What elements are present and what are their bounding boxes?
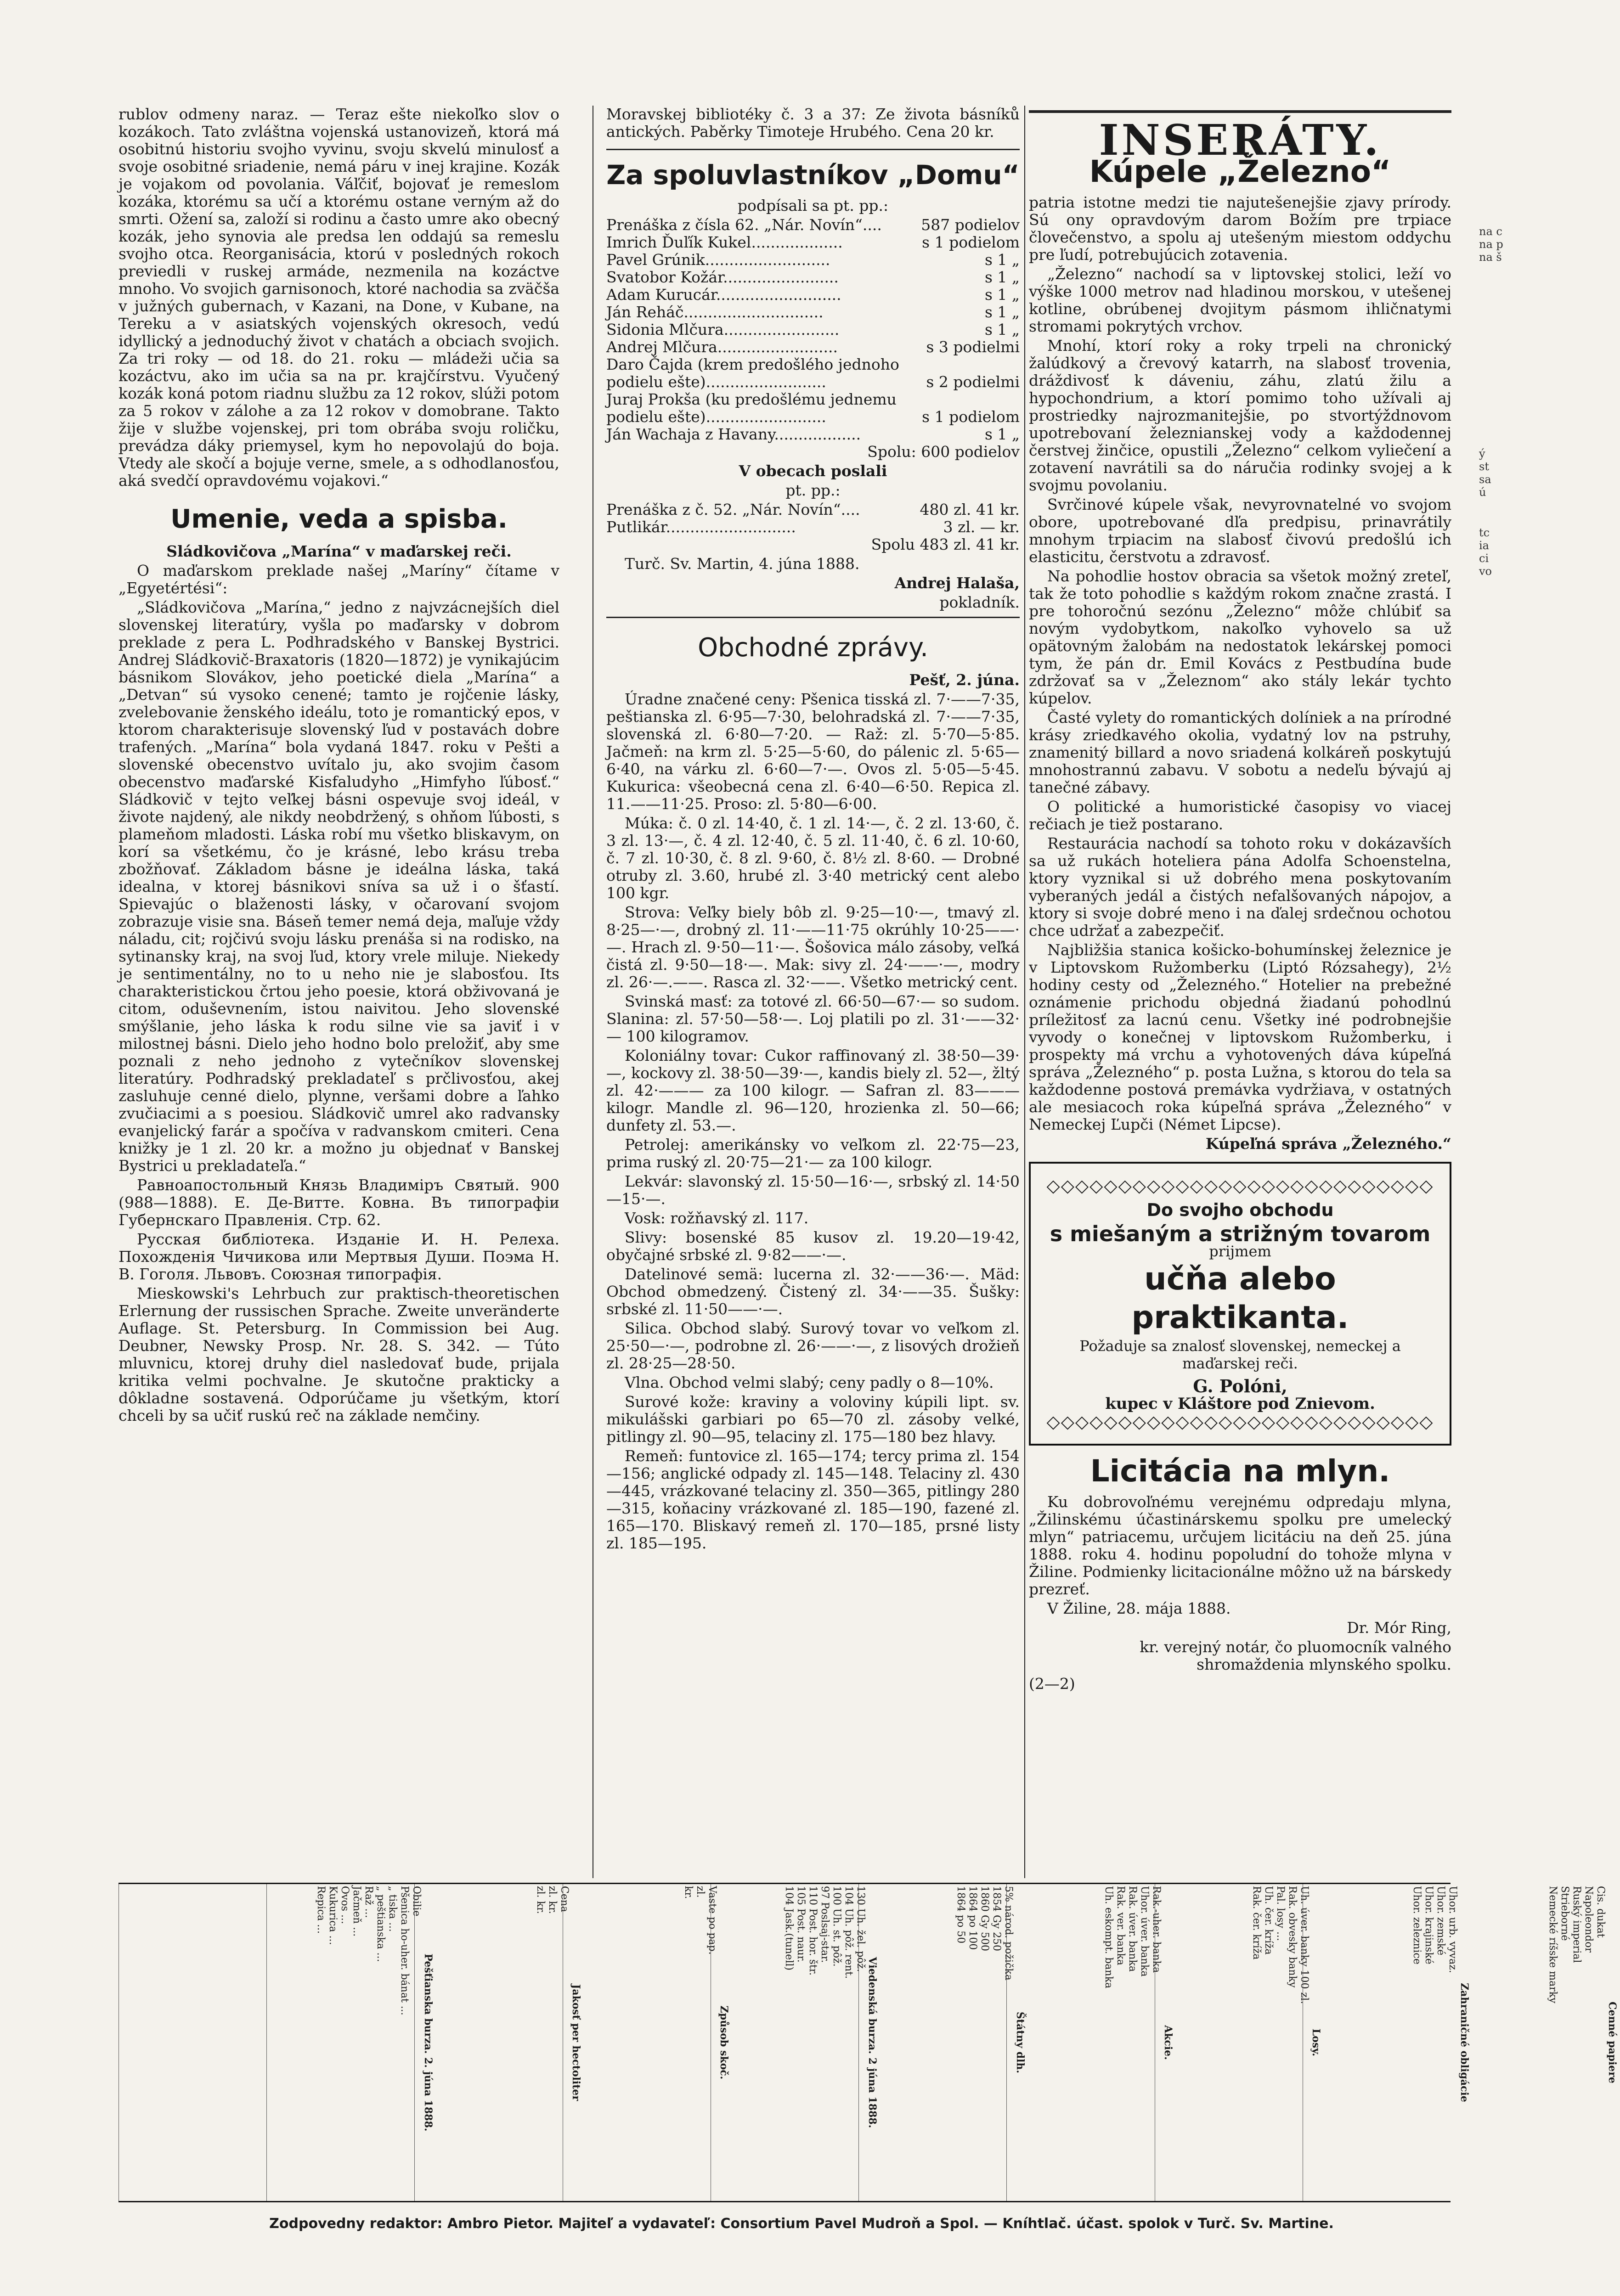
- market-column: Akcie. Rak.-uher. banka Uhor. úver. banka Rak. úver. banka Rak. ver. banka Uh. eskompt. banka: [858, 1884, 1006, 2201]
- kupele-signature: Kúpeľná správa „Železného.“: [1205, 1135, 1451, 1153]
- marina-body: „Sládkovičova „Marína,“ jedno z najvzácnejších diel slovenskej literatúry, vyšla po maďarsky v dobrom preklade z pera L. Podhradského v Banskej Bystrici. Andrej Sládkovič-Braxatoris (1820—1872) je vynikajúcim básnikom Slovákov, jeho poetické diela „Marína“ a „Detvan“ sú vysoko cenené; tamto je rojčenie lásky, zvelebovanie ženského ideálu, toto je romantický epos, v ktorom charakterisuje slovenský ľud v postavách dobre trafených. „Marína“ bola vydaná 1847. roku v Pešti a slovenské obecenstvo uvítalo ju, ako svojim časom obecenstvo maďarské Kisfaludyho „Himfyho ľúbosť.“ Sládkovič v tejto veľkej básni ospevuje svoj ideál, v živote najdený, ale nikdy neobdržený, s ohňom ľúbosti, s plameňom mladosti. Láska robí mu všetko bliskavym, on korí sa všetkému, čo je krásné, lebo krásu treba zbožňovať. Základom básne je ideálna láska, taká idealna, v ktorej básnikovi sníva sa už i o šťastí. Spievajúc o blaženosti lásky, v očarovaní svojom zobrazuje visie sna. Báseň temer nemá deja, maľuje vždy náladu, cit; rojčivú svoju lásku prenáša si na rodisko, na sytinansky kraj, na svoj ľud, ktory vrele miluje. Niekedy je sentimentálny, no to u neho nie je slabosťou. Its charakteristickou črtou jeho poesie, ktorá obživovaná je citom, oduševnením, istou naivitou. Jeho slovenské smýšlanie, jeho láska k rodu silne vie sa javiť i v milostnej básni. Dielo jeho hodno bolo preložiť, aby sme poznali z neho jednoho z vytečníkov slovenskej literatúry. Podhradský prekladateľ s prčlivosťou, akej zasluhuje cenné dielo, plynne, veršami dobre a ľahko zvučiacimi a s poesiou. Sládkovič umrel ako radvansky evanjelický farár a spočíva v radvanskom cmiteri. Cena knižky je 1 zl. 20 kr. a možno ju objednať v Banskej Bystrici u prekladateľa.“: [119, 598, 559, 1175]
- list-item: Prenáška z čísla 62. „Nár. Novín“.... 587 podielov: [606, 216, 1020, 234]
- market-report: Múka: č. 0 zl. 14·40, č. 1 zl. 14·—, č. 2 zl. 13·60, č. 3 zl. 13·—, č. 4 zl. 12·40, č. 5 zl. 11·40, č. 6 zl. 10·60, č. 7 zl. 10·30, č. 8 zl. 9·60, č. 8½ zl. 8·60. — Drobné otruby zl. 3.60, hrubé zl. 3·40 metrický cent alebo 100 kgr.: [606, 814, 1020, 902]
- domu-subtitle: podpísali sa pt. pp.:: [737, 197, 889, 214]
- domu-list: [606, 216, 1020, 443]
- market-report: Silica. Obchod slabý. Surový tovar vo veľkom zl. 25·50—·—, podrobne zl. 26·——·—, z lisových drožieň zl. 28·25—28·50.: [606, 1319, 1020, 1372]
- ad-line: s miešaným a strižným tovarom: [1050, 1221, 1431, 1246]
- place-date: Turč. Sv. Martin, 4. júna 1888.: [625, 555, 860, 573]
- kupele-paragraph: Časté vylety do romantických dolíniek a na prírodné krásy zriedkavého okolia, vydatný lov na pstruhy, znamenitý billard a novo sriadená kolkáreň poskytujú mnohostrannú zabavu. V sobotu a nedeľu bývajú aj tanečné zábavy.: [1029, 709, 1451, 796]
- kupele-paragraph: Restaurácia nachodí sa tohoto roku v dokázavších sa už rukách hoteliera pána Adolfa Schoenstelna, ktory vyznikal si už dobrého mena poskytovaním vyberaných jedál a čistých nefalšovaných nápojov, a ktory si svoje dobré meno i na ďalej srdečnou ochotou chce udržať a zabezpečiť.: [1029, 834, 1451, 940]
- list-item: Pavel Grúnik.......................... s 1 „: [606, 251, 1020, 269]
- market-tables: [119, 1883, 1618, 2202]
- ad-line: Do svojho obchodu: [1146, 1200, 1334, 1220]
- section-title-umenie: Umenie, veda a spisba.: [170, 504, 508, 534]
- column-left: [119, 106, 559, 1878]
- market-column: Pešťianska burza. 2. júna 1888. Obilie Pšenica ho-uher. bánat ... „ tiska ... „ peštianska ... Raž ... Jačmeň ... Ovos ... Kukurica ... Repica ...: [119, 1884, 266, 2201]
- list-item: Daro Čajda (krem predošlého jednoho: [606, 355, 899, 373]
- book-russian-2: Русская библіотека. Изданіе И. Н. Релеха. Похожденія Чичикова или Мертвыя Души. Поэма Н. В. Гоголя. Львовъ. Союзная типографія.: [119, 1230, 559, 1283]
- imprint-footer: Zodpovedny redaktor: Ambro Pietor. Majiteľ a vydavateľ: Consortium Pavel Mudroň a Spol. — Kníhtlač. účast. spolok v Turč. Sv. Martine.: [269, 2216, 1334, 2232]
- kupele-paragraph: Mnohí, ktorí roky a roky trpeli na chronický žalúdkový a črevový katarrh, na slabosť trovenia, dráždivosť k dáveniu, záhu, zlatú žilu a hypochondrium, a ktorí pomimo toho užívali aj prostriedky najrozmanitejšie, po stvortýždnovom upotrebovaní železnianskej vody a každodennej čerstvej žinčice, opustili „Železno“ celkom vyliečení a zotavení navrátili sa do náručia rodinky svojej a k svojmu povolaniu.: [1029, 337, 1451, 494]
- divider: [606, 149, 1020, 150]
- list-item: Ján Wachaja z Havany.................. s 1 „: [606, 425, 1020, 443]
- list-item: Prenáška z č. 52. „Nár. Novín“.... 480 zl. 41 kr.: [606, 501, 1020, 518]
- list-item: Svatobor Kožár........................ s 1 „: [606, 268, 1020, 286]
- signer: Andrej Halaša,: [894, 574, 1020, 592]
- book-lehrbuch: Mieskowski's Lehrbuch zur praktisch-theoretischen Erlernung der russischen Sprache. Zweite unveränderte Auflage. St. Petersburg. In Commission bei Aug. Deubner, Newsky Prosp. Nr. 28. S. 342. — Túto mluvnicu, ktorej druhy diel nasledovať bude, prijala kritika velmi pochvalne. Je skutočne prakticky a dôkladne sostavená. Odporúčame ju všetkým, ktorí chceli by sa učiť ruskú reč na základe nemčiny.: [119, 1284, 559, 1424]
- market-column: Zahraničné obligácie Uhor. urb. vyvaz. Uhor. zemské Uhor. krajinské Uhor. zeleznice: [1155, 1884, 1303, 2201]
- licitacia-role: kr. verejný notár, čo pluomocník valného shromaždenia mlynského spolku.: [1140, 1638, 1451, 1673]
- kupele-paragraph: O politické a humoristické časopisy vo viacej rečiach je tiež postarano.: [1029, 798, 1451, 833]
- kupele-paragraph: Na pohodlie hostov obracia sa všetok možný zreteľ, tak že toto pohodlie s každým rokom značne zrastá. I pre tohoročnú sezónu „Železno“ môže chlúbiť sa novým vydobytkom, nakoľko vyhovelo sa už opätovným žalobám na nedostatok lekárskej pomoci tym, že pán dr. Emil Kovács z Pestbudína bude zdržovať sa v „Železnom“ ako stály lekár tychto kúpelov.: [1029, 567, 1451, 707]
- poslali-subtitle: pt. pp.:: [785, 481, 841, 499]
- poslali-title: V obecach poslali: [739, 462, 887, 480]
- kupele-title: Kúpele „Železno“: [1089, 154, 1391, 189]
- kupele-paragraph: Najbližšia stanica košicko-bohumínskej železnice je v Liptovskom Ružomberku (Liptó Rózsahegy), 2½ hodiny cesty od „Železného.“ Hotelier na prebežné oznámenie prichodu objedná žiadanú pohodlnú príležitosť za lacnú cenu. Všetky iné podrobnejšie vyvody o konečnej v liptovskom Ružomberku, i prospekty má vrchu a vyhotovených dáva kúpeľná správa „Železného“ p. posta Lužna, s ktorou do tela sa každodenne postová premávka vydržiava, v ostatných ale mesiacoch roka kúpeľná správa „Železného“ v Nemeckej Ľupči (Német Lipcse).: [1029, 941, 1451, 1133]
- section-title-obchodne: Obchodné zprávy.: [698, 633, 928, 663]
- licitacia-body: Ku dobrovoľnému verejnému odpredaju mlyna, „Žilinskému účastinárskemu spolku pre umelecký mlyn“ patriacemu, určujem licitáciu na deň 25. júna 1888. roku 4. hodinu popoludní do tohože mlyna v Žiline. Podmienky licitacionálne môžno už na bárskedy prezreť.: [1029, 1493, 1451, 1598]
- licitacia-title: Licitácia na mlyn.: [1090, 1453, 1390, 1489]
- obchodne-date: Pešť, 2. júna.: [909, 671, 1020, 689]
- market-report: Svinská masť: za totové zl. 66·50—67·— so sudom. Slanina: zl. 57·50—58·—. Loj platili po zl. 31·——32·— 100 kilogramov.: [606, 992, 1020, 1045]
- marina-heading: Sládkovičova „Marína“ v maďarskej reči.: [166, 542, 512, 560]
- kupele-paragraph: Svrčinové kúpele však, nevyrovnatelné vo svojom obore, upotrebované dľa predpisu, prinavrátily mnohym trpiacim na slabosť čivovú predošlú ich elasticitu, čerstvotu a zdravosť.: [1029, 495, 1451, 566]
- list-item: Juraj Prokša (ku predošlému jednemu: [606, 390, 897, 408]
- list-item: Andrej Mlčura......................... s 3 podielmi: [606, 338, 1020, 356]
- kupele-paragraph: „Železno“ nachodí sa v liptovskej stolici, leží vo výške 1000 metrov nad hladinou morskou, v utešenej kotline, obrúbenej dvojitym pásmom ihličnatymi stromami pokrytých vrchov.: [1029, 265, 1451, 335]
- list-item: podielu ešte)......................... s 1 podielom: [606, 408, 1020, 426]
- ornament-border: ◇◇◇◇◇◇◇◇◇◇◇◇◇◇◇◇◇◇◇◇◇◇◇◇◇◇◇: [1046, 1412, 1434, 1432]
- moravska-notice: Moravskej bibliotéky č. 3 a 37: Ze života básníků antických. Paběrky Timoteje Hrubého. Cena 20 kr.: [606, 105, 1020, 141]
- list-item: Ján Reháč............................. s 1 „: [606, 303, 1020, 321]
- market-column: Losy. Uh. úver. banky 100 zl. Rak. obvesky banky Pal. losy ... Uh. čer. kríža Rak. čer. kríža: [1006, 1884, 1154, 2201]
- poslali-total: Spolu 483 zl. 41 kr.: [871, 535, 1020, 553]
- market-column: Způsob skoč. Vaste po pap. zl. kr.: [414, 1884, 562, 2201]
- market-report: Lekvár: slavonský zl. 15·50—16·—, srbský zl. 14·50—15·—.: [606, 1172, 1020, 1208]
- ornament-border: ◇◇◇◇◇◇◇◇◇◇◇◇◇◇◇◇◇◇◇◇◇◇◇◇◇◇◇: [1046, 1176, 1434, 1196]
- marina-lead: O maďarskom preklade našej „Maríny“ čítame v „Egyetértési“:: [119, 562, 559, 597]
- poslali-list: [606, 501, 1020, 536]
- list-item: Sidonia Mlčura........................ s 1 „: [606, 321, 1020, 338]
- article-kozaci: rublov odmeny naraz. — Teraz ešte niekoľko slov o kozákoch. Tato zvláštna vojenská ustanovizeň, ktorá má osobitnú historiu svojho vyvinu, svoju skvelú minulosť a svoje osobitné sriadenie, nemá páru v inej krajine. Kozák je vojakom od povolania. Váľčiť, bojovať je remeslom kozáka, ktorému sa učí a ktorému ostane verným až do smrti. Ožení sa, založí si rodinu a často umre ako obecný kozák, jeho synovia ale predsa len oddajú sa remeslu svojho otca. Reorganisácia, ktorú v posledných rokoch previedli v ruskej armáde, nezmenila na kozáctve mnoho. Vo svojich garnisonoch, ktoré nachodia sa zväčša v južných gubernach, v Kazani, na Done, v Kubane, na Tereku a v asiatských vojenských okresoch, vedú idyllický a jednoduchý život v chatách a obciach svojich. Za tri roky — od 18. do 21. roku — mládeži učia sa kozáctvu, ako im učia sa na pr. krajčírstvu. Vyučený kozák koná potom riadnu službu za 12 rokov, slúži potom za 5 rokov v zálohe a za 12 rokov v domobrane. Takto žije v službe vojenskej, pri tom obrába svoju roličku, prevádza dáky priemysel, kym ho nepovolajú do boja. Vtedy ale skočí a bojuje verne, smele, a s odhodlanosťou, aká svedčí opravdovému vojakovi.“: [119, 105, 559, 490]
- signer-role: pokladník.: [939, 593, 1020, 611]
- col-divider-2: [1024, 106, 1025, 1878]
- ad-line: Požaduje sa znalosť slovenskej, nemeckej a maďarskej reči.: [1079, 1337, 1401, 1372]
- divider: [1029, 110, 1451, 113]
- market-column: Cenné papiere Cis. dukat Napoleondor Ruský imperial Strieborné Nemecké ríšske marky: [1303, 1884, 1451, 2201]
- market-report: Vlna. Obchod velmi slabý; ceny padly o 8—10%.: [625, 1373, 994, 1391]
- market-report: Strova: Veľky biely bôb zl. 9·25—10·—, tmavý zl. 8·25—·—, drobný zl. 11·——11·75 okrúhly 10·25——·—. Hrach zl. 9·50—11·—. Šošovica málo zásoby, veľká čistá zl. 9·50—18·—. Mak: sivy zl. 24·——·—, modry zl. 26·—.——. Rasca zl. 32·——. Všetko metrický cent.: [606, 903, 1020, 991]
- market-report: Petrolej: amerikánsky vo veľkom zl. 22·75—23, prima ruský zl. 20·75—21·— za 100 kilogr.: [606, 1136, 1020, 1171]
- list-item: podielu ešte)......................... s 2 podielmi: [606, 373, 1020, 391]
- licitacia-signer: Dr. Mór Ring,: [1347, 1619, 1451, 1637]
- domu-total: Spolu: 600 podielov: [867, 443, 1020, 461]
- market-report: Surové kože: kraviny a voloviny kúpili lipt. sv. mikulášski garbiari po 65—70 zl. zásoby velké, pitlingy zl. 90—95, telaciny zl. 175—180 bez hlavy.: [606, 1393, 1020, 1446]
- divider: [606, 617, 1020, 618]
- licitacia-date: V Žiline, 28. mája 1888.: [1047, 1599, 1231, 1617]
- market-report: Datelinové semä: lucerna zl. 32·——36·—. Mäd: Obchod obmedzený. Čistený zl. 34·——35. Šušky: srbské zl. 11·50——·—.: [606, 1265, 1020, 1318]
- adjacent-page-edge: na c na p na š ý st sa ú tc ia ci vo: [1479, 225, 1503, 578]
- ad-line: učňa alebo praktikanta.: [1131, 1261, 1349, 1336]
- ad-line: kupec v Kláštore pod Znievom.: [1105, 1395, 1375, 1413]
- ad-line: prijmem: [1209, 1243, 1271, 1260]
- market-report: Úradne značené ceny: Pšenica tisská zl. 7·——7·35, peštianska zl. 6·95—7·30, belohradská zl. 7·——7·35, slovenská zl. 6·80—7·20. — Raž: zl. 5·70—5·85. Jačmeň: na krm zl. 5·25—5·60, do pálenic zl. 5·65—6·40, na várku zl. 6·60—7·—. Ovos zl. 5·05—5·45. Kukurica: všeobecná cena zl. 6·40—6·50. Repica zl. 11.——11·25. Proso: zl. 5·80—6·00.: [606, 690, 1020, 813]
- market-report: Remeň: funtovice zl. 165—174; tercy prima zl. 154—156; anglické odpady zl. 145—148. Telaciny zl. 430—445, vrázkované telaciny zl. 350—365, pitlingy 280—315, koňaciny vrázkované zl. 185—190, fazené zl. 165—170. Bliskavý remeň zl. 170—185, prsné listy zl. 185—195.: [606, 1447, 1020, 1552]
- list-item: Putlikár........................... 3 zl. — kr.: [606, 518, 1020, 536]
- kupele-paragraph: patria istotne medzi tie najutešenejšie zjavy prírody. Sú ony opravdovým darom Božím pre trpiace človečenstvo, a spolu aj utešeným miestom oddychu pre ľudí, potrebujúcich zotavenia.: [1029, 193, 1451, 264]
- inserate-title: INSERÁTY.: [1099, 115, 1382, 165]
- column-middle: [606, 106, 1020, 1961]
- list-item: Imrich Ďuľík Kukel................... s 1 podielom: [606, 233, 1020, 251]
- book-russian-1: Равноапостольный Князь Владиміръ Святый. 900 (988—1888). Е. Де-Витте. Ковна. Въ типографіи Губернскаго Правленія. Стр. 62.: [119, 1176, 559, 1229]
- licitacia-number: (2—2): [1029, 1675, 1075, 1693]
- market-report: Vosk: rožňavský zl. 117.: [625, 1209, 809, 1227]
- market-report: Slivy: bosenské 85 kusov zl. 19.20—19·42, obyčajné srbské zl. 9·82——·—.: [606, 1228, 1020, 1264]
- market-report: Koloniálny tovar: Cukor raffinovaný zl. 38·50—39·—, kockovy zl. 38·50—39·—, kandis biely zl. 52—, žltý zl. 42·——— za 100 kilogr. — Safran zl. 83——— kilogr. Mandle zl. 96—120, hrozienka zl. 50—66; dunfety zl. 53.—.: [606, 1047, 1020, 1134]
- domu-title: Za spoluvlastníkov „Domu“: [606, 159, 1020, 191]
- column-right: [1029, 106, 1451, 1860]
- ad-line: G. Polóni,: [1193, 1376, 1287, 1396]
- market-column: Viedenská burza. 2 júna 1888. 130 Uh. žel. pôž. 104 Uh. pôž. rent. 100 Uh. st. pôž. 97 Poslsaj-star. 110 Post. hor. štr. 105 Post. naur. 104 Jask.(tunell): [563, 1884, 711, 2201]
- market-column: Štátny dlh. 5% národ. požička 1854 Gy 250 1860 Gy 500 1864 po 100 1864 po 50: [711, 1884, 858, 2201]
- obchod-ad-box: [1029, 1162, 1451, 1446]
- list-item: Adam Kurucár.......................... s 1 „: [606, 286, 1020, 304]
- market-column: Jakosť per hectoliter Cena zl. kr. zl. kr.: [266, 1884, 414, 2201]
